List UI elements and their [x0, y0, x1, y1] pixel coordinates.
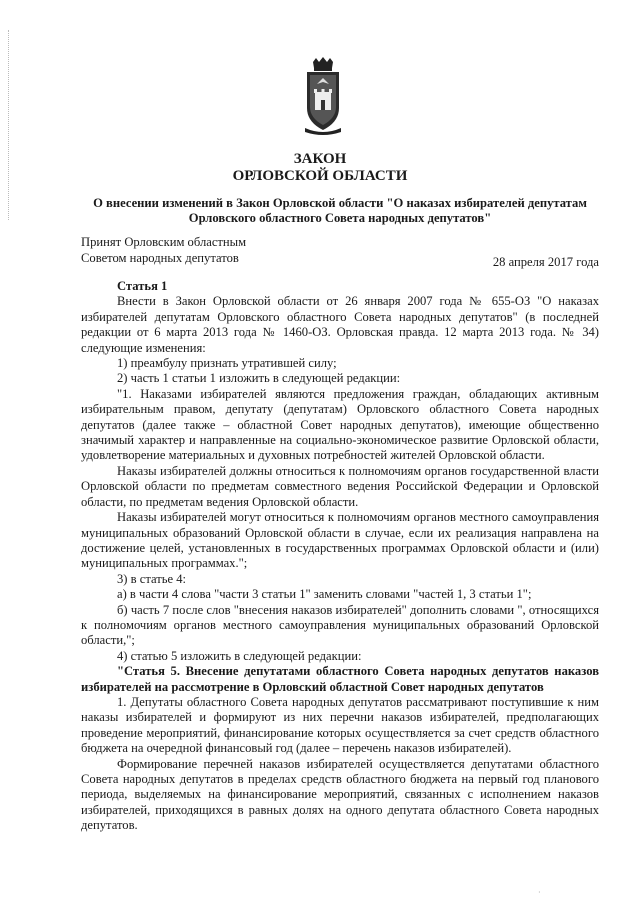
law-title: ЗАКОН — [293, 151, 347, 167]
scan-corner-mark: · — [538, 888, 541, 897]
adoption-info — [81, 234, 246, 266]
paragraph: Наказы избирателей должны относиться к полномочиям органов государственной власти Орловской области по предметам совместного ведения Российской Федерации и Орловской области, по предметам ведения Орловской области. — [81, 463, 599, 509]
coat-of-arms-emblem — [299, 56, 347, 136]
paragraph: Наказы избирателей могут относиться к полномочиям органов местного самоуправления муниципальных образований Орловской области в случае, если их реализация направлена на достижение целей, установленных в государственных программах Орловской области и (или) муниципальных программах."; — [81, 510, 599, 571]
paragraph: 1. Депутаты областного Совета народных депутатов рассматривают поступившие к ним наказы избирателей и формируют из них перечни наказов избирателей, предполагающих проведение мероприятий, финансирование которых осуществляется за счет средств областного бюджета на очередной финансовый год (далее – перечень наказов избирателей). — [81, 694, 599, 756]
paragraph: Формирование перечней наказов избирателей осуществляется депутатами областного Совета народных депутатов в пределах средств областного бюджета на первый год планового периода, выделяемых на финансирование мероприятий, связанных с исполнением наказов избирателей, приходящихся в равных долях на одного депутата областного Совета народных депутатов. — [81, 756, 599, 833]
law-subject: О внесении изменений в Закон Орловской области "О наказах избирателей депутатам Орловского областного Совета народных депутатов" — [93, 196, 587, 225]
paragraph: 4) статью 5 изложить в следующей редакции: — [117, 648, 362, 663]
adoption-line-2: Советом народных депутатов — [81, 251, 239, 265]
paragraph: б) часть 7 после слов "внесения наказов избирателей" дополнить словами ", относящихся к полномочиям органов местного самоуправления муниципальных образований Орловской области,"; — [81, 602, 599, 648]
paragraph: 3) в статье 4: — [117, 571, 187, 586]
paragraph: Внести в Закон Орловской области от 26 января 2007 года № 655-ОЗ "О наказах избирателей депутатам Орловского областного Совета народных депутатов" (в последней редакции от 6 марта 2013 года № 1460-ОЗ. Орловская правда. 12 марта 2013 года. № 34) следующие изменения: — [81, 294, 599, 355]
paragraph: 1) преамбулу признать утратившей силу; — [117, 356, 337, 371]
paragraph: "1. Наказами избирателей являются предложения граждан, обладающих активным избирательным правом, депутату (депутатам) Орловского областного Совета народных депутатов (далее также – областной Совет народных депутатов), имеющие общественно значимый характер и направленные на социально-экономическое развитие Орловской области, удовлетворение материальных и духовных потребностей жителей Орловской области. — [81, 386, 599, 463]
adoption-date: 28 апреля 2017 года — [492, 255, 599, 269]
law-region-title: ОРЛОВСКОЙ ОБЛАСТИ — [232, 168, 408, 184]
article-5-heading: "Статья 5. Внесение депутатами областного Совета народных депутатов наказов избирателей на рассмотрение в Орловский областной Совет народных депутатов — [81, 664, 599, 694]
law-body — [81, 279, 599, 834]
article-heading: Статья 1 — [117, 279, 168, 293]
paragraph: а) в части 4 слова "части 3 статьи 1" заменить словами "частей 1, 3 статьи 1"; — [117, 587, 532, 602]
scan-margin-marks — [8, 30, 11, 220]
paragraph: 2) часть 1 статьи 1 изложить в следующей редакции: — [117, 371, 401, 386]
adoption-line-1: Принят Орловским областным — [81, 235, 247, 249]
